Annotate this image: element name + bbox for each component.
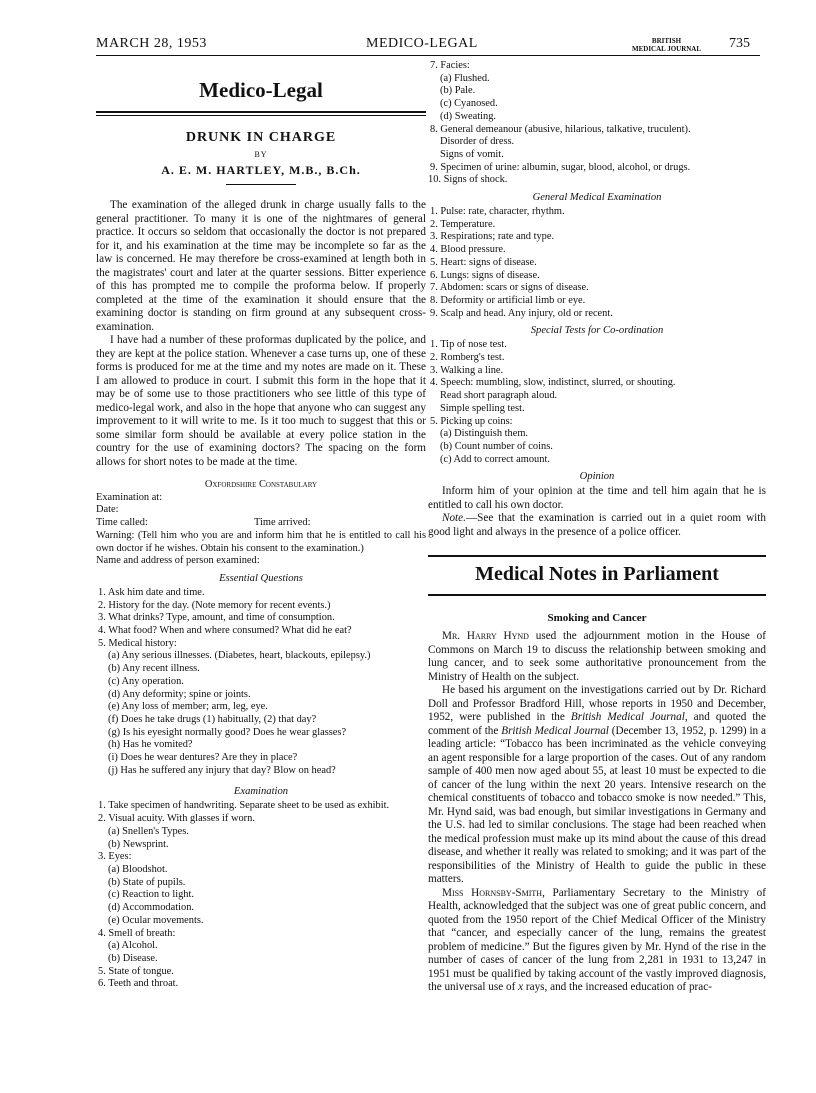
medical-history-list (96, 650, 426, 777)
list-item: 3. Respirations; rate and type. (430, 231, 555, 243)
examination-continued-list (428, 60, 766, 187)
list-item: 4. Blood pressure. (430, 244, 506, 256)
list-item: (d) Accommodation. (108, 902, 194, 914)
general-medical-list (428, 206, 766, 320)
list-item: 1. Tip of nose test. (430, 339, 507, 351)
list-item: 2. Temperature. (430, 218, 496, 230)
list-item: (a) Bloodshot. (108, 863, 168, 875)
list-item: 4. Smell of breath: (98, 927, 176, 939)
list-item: (f) Does he take drugs (1) habitually, (2) that day? (108, 713, 317, 725)
header-date: MARCH 28, 1953 (96, 36, 207, 51)
list-item: (b) Pale. (440, 85, 476, 97)
paragraph (428, 630, 766, 684)
list-item: (c) Any operation. (108, 675, 184, 687)
list-item: 3. Walking a line. (430, 364, 504, 376)
list-item: 7. Abdomen: scars or signs of disease. (430, 282, 589, 294)
form-field: Date: (96, 504, 119, 516)
person-name: Miss Hornsby-Smith (442, 886, 543, 899)
subheading-examination: Examination (233, 786, 289, 798)
form-title: Oxfordshire Constabulary (204, 479, 318, 490)
subheading-gme: General Medical Examination (532, 192, 662, 204)
list-item: (d) Any deformity; spine or joints. (108, 688, 251, 700)
list-item: 2. Romberg's test. (430, 352, 505, 364)
list-item: (b) Count number of coins. (440, 440, 553, 452)
time-called: Time called: (96, 517, 148, 529)
paragraph (428, 684, 766, 887)
coordination-list (428, 339, 766, 466)
list-item: 1. Pulse: rate, character, rhythm. (430, 206, 565, 218)
list-item: (a) Alcohol. (108, 940, 158, 952)
note-text: —See that the examination is carried out in a quiet room with good light and always in the presence of a police officer. (428, 512, 766, 538)
note-paragraph (428, 512, 766, 539)
list-item: 1. Take specimen of handwriting. Separate sheet to be used as exhibit. (98, 800, 390, 812)
list-item: (h) Has he vomited? (108, 739, 193, 751)
list-item: 9. Scalp and head. Any injury, old or recent. (430, 307, 613, 319)
list-item: Simple spelling test. (440, 402, 525, 414)
journal-citation: British Medical Journal (570, 711, 685, 724)
paragraph-text: rays, and the increased education of prac- (523, 981, 712, 994)
section-heading: Medico-Legal (199, 78, 323, 102)
parliament-heading: Medical Notes in Parliament (428, 555, 766, 596)
journal-logo-line2: MEDICAL JOURNAL (632, 45, 702, 53)
list-item: 7. Facies: (430, 60, 470, 71)
journal-logo (632, 37, 701, 53)
form-times (96, 517, 426, 530)
list-item: 8. General demeanour (abusive, hilarious, talkative, truculent). (430, 123, 691, 135)
list-item: (b) State of pupils. (108, 876, 186, 888)
list-item: 3. What drinks? Type, amount, and time of consumption. (98, 612, 335, 624)
essential-questions-list (96, 587, 426, 651)
list-item: 3. Eyes: (98, 851, 132, 863)
form-field: Examination at: (96, 491, 163, 503)
subheading-coordination: Special Tests for Co-ordination (530, 325, 664, 337)
paragraph-text: , and quoted the comment of the (428, 711, 766, 737)
journal-logo-line1: BRITISH (651, 37, 682, 45)
header-section: MEDICO-LEGAL (366, 36, 478, 51)
paragraph-text: (December 13, 1952, p. 1299) in a leading article: “Tobacco has been incriminated as the vehicle conveying an agent responsible for a large proportion of the cases. Out of any random sample of 400 men now aged about 55, at least 10 must be expected to die of cancer of the lung within the next 20 years. Intensive research on the chemical constituents of tobacco and tobacco smoke is now needed.” This, Mr. Hynd said, was bad enough, but similar investigations in Germany and the U.S. had led to similar conclusions. The stage had been reached when the medical profession must make up its mind about the cause of this dread disease, and whether it really was related to smoking; and it was part of the responsibilities of the Ministry of Health to guide the public in these matters. (428, 724, 766, 886)
list-item: (g) Is his eyesight normally good? Does he wear glasses? (108, 726, 347, 738)
list-item: (b) Disease. (108, 952, 158, 964)
list-item: (a) Distinguish them. (440, 428, 529, 440)
right-column (428, 60, 766, 995)
paragraph: The examination of the alleged drunk in charge usually falls to the general practitioner. To many it is one of the nightmares of general practice. It occurs so seldom that occasionally the doctor is not prepared for it, and his examination at the time may be incomplete so far as the law is concerned. He may therefore be cross-examined at length both in the magistrates' court and later at the quarter sessions. Bitter experience of this has prompted me to compile the proforma below. If properly completed at the time of the examination it should ensure that the examining doctor is standing on firm ground at any subsequent cross-examination. (96, 199, 426, 333)
list-item: 10. Signs of shock. (428, 174, 508, 186)
list-item: 5. Heart: signs of disease. (430, 256, 537, 268)
warning-text: Warning: (Tell him who you are and inform him that he is entitled to call his own doctor if he wishes. Obtain his consent to the examination.) (96, 529, 426, 554)
title-rule (226, 184, 296, 185)
list-item: (e) Any loss of member; arm, leg, eye. (108, 701, 268, 713)
list-item: (e) Ocular movements. (108, 914, 204, 926)
list-item: 4. What food? When and where consumed? What did he eat? (98, 625, 352, 637)
running-header (96, 36, 756, 54)
list-item: 8. Deformity or artificial limb or eye. (430, 294, 586, 306)
note-label: Note. (442, 512, 466, 525)
left-column (96, 70, 426, 991)
list-item: (i) Does he wear dentures? Are they in place? (108, 752, 298, 764)
list-item: 5. Picking up coins: (430, 415, 513, 427)
list-item: (a) Snellen's Types. (108, 825, 189, 837)
list-item: 2. History for the day. (Note memory for recent events.) (98, 599, 331, 611)
list-item: 2. Visual acuity. With glasses if worn. (98, 813, 255, 825)
examination-list (96, 800, 426, 991)
list-item: Signs of vomit. (440, 148, 504, 160)
journal-citation: British Medical Journal (501, 724, 609, 737)
subheading-opinion: Opinion (579, 471, 615, 483)
paragraph: I have had a number of these proformas duplicated by the police, and they are kept at the police station. Whenever a case turns up, one of these forms is produced for me at the time and my notes are made on it. These I am allowed to produce in court. I submit this form in the hope that it may be of some use to those practitioners who see little of this type of medico-legal work, and also in the hope that anyone who can suggest any improvement to it will write to me. Is it too much to suggest that this or some similar form should be available at every police station in the country for the use of examining doctors? The spacing on the form allows for short notes to be made at the time. (96, 334, 426, 468)
list-item: (b) Newsprint. (108, 838, 169, 850)
list-item: (c) Add to correct amount. (440, 453, 550, 465)
list-item: (a) Flushed. (440, 72, 490, 84)
form-field: Name and address of person examined: (96, 555, 260, 567)
subheading-essential: Essential Questions (219, 572, 303, 584)
list-item: 9. Specimen of urine: albumin, sugar, blood, alcohol, or drugs. (430, 161, 691, 173)
list-item: Read short paragraph aloud. (440, 390, 558, 402)
list-item: 5. Medical history: (98, 637, 177, 649)
paragraph (428, 887, 766, 995)
byline-by: BY (254, 150, 268, 159)
list-item: 6. Teeth and throat. (98, 978, 179, 990)
page-number: 735 (729, 36, 750, 51)
list-item: (c) Reaction to light. (108, 889, 194, 901)
author: A. E. M. HARTLEY, M.B., B.Ch. (161, 163, 361, 177)
list-item: 5. State of tongue. (98, 965, 174, 977)
list-item: 1. Ask him date and time. (98, 586, 205, 598)
article-title: DRUNK IN CHARGE (185, 130, 337, 145)
section-rule (96, 111, 426, 116)
parliament-subheading: Smoking and Cancer (547, 612, 647, 625)
list-item: Disorder of dress. (440, 136, 515, 148)
list-item: (j) Has he suffered any injury that day? Blow on head? (108, 764, 336, 776)
paragraph-text: , Parliamentary Secretary to the Ministry of Health, acknowledged that the subject was one of great public concern, and quoted from the 1950 report of the Chief Medical Officer of the Ministry that “cancer, and especially cancer of the lung, remains the greatest problem of medicine.” But the figures given by Mr. Hynd of the rise in the number of cases of cancer of the lung from 2,281 in 1931 to 13,247 in 1951 must be qualified by taking account of the vastly improved diagnosis, the universal use of (428, 886, 767, 994)
paragraph-text: used the adjournment motion in the House of Commons on March 19 to discuss the relationship between smoking and lung cancer, and to seek some authoritative pronouncement from the Ministry of Health on the subject. (428, 630, 766, 683)
list-item: (b) Any recent illness. (108, 663, 200, 675)
list-item: (d) Sweating. (440, 110, 496, 122)
paragraph-text: He based his argument on the investigations carried out by Dr. Richard Doll and Professor Bradford Hill, whose reports in 1950 and December, 1952, were published in the (428, 684, 766, 724)
list-item: 6. Lungs: signs of disease. (430, 269, 540, 281)
header-rule (96, 55, 760, 56)
list-item: (a) Any serious illnesses. (Diabetes, heart, blackouts, epilepsy.) (108, 650, 371, 662)
list-item: 4. Speech: mumbling, slow, indistinct, slurred, or shouting. (430, 377, 676, 389)
italic-x: x (518, 981, 524, 994)
time-arrived: Time arrived: (254, 517, 311, 529)
opinion-text: Inform him of your opinion at the time and tell him again that he is entitled to call his own doctor. (428, 485, 766, 511)
person-name: Mr. Harry Hynd (442, 630, 529, 643)
list-item: (c) Cyanosed. (440, 98, 498, 110)
